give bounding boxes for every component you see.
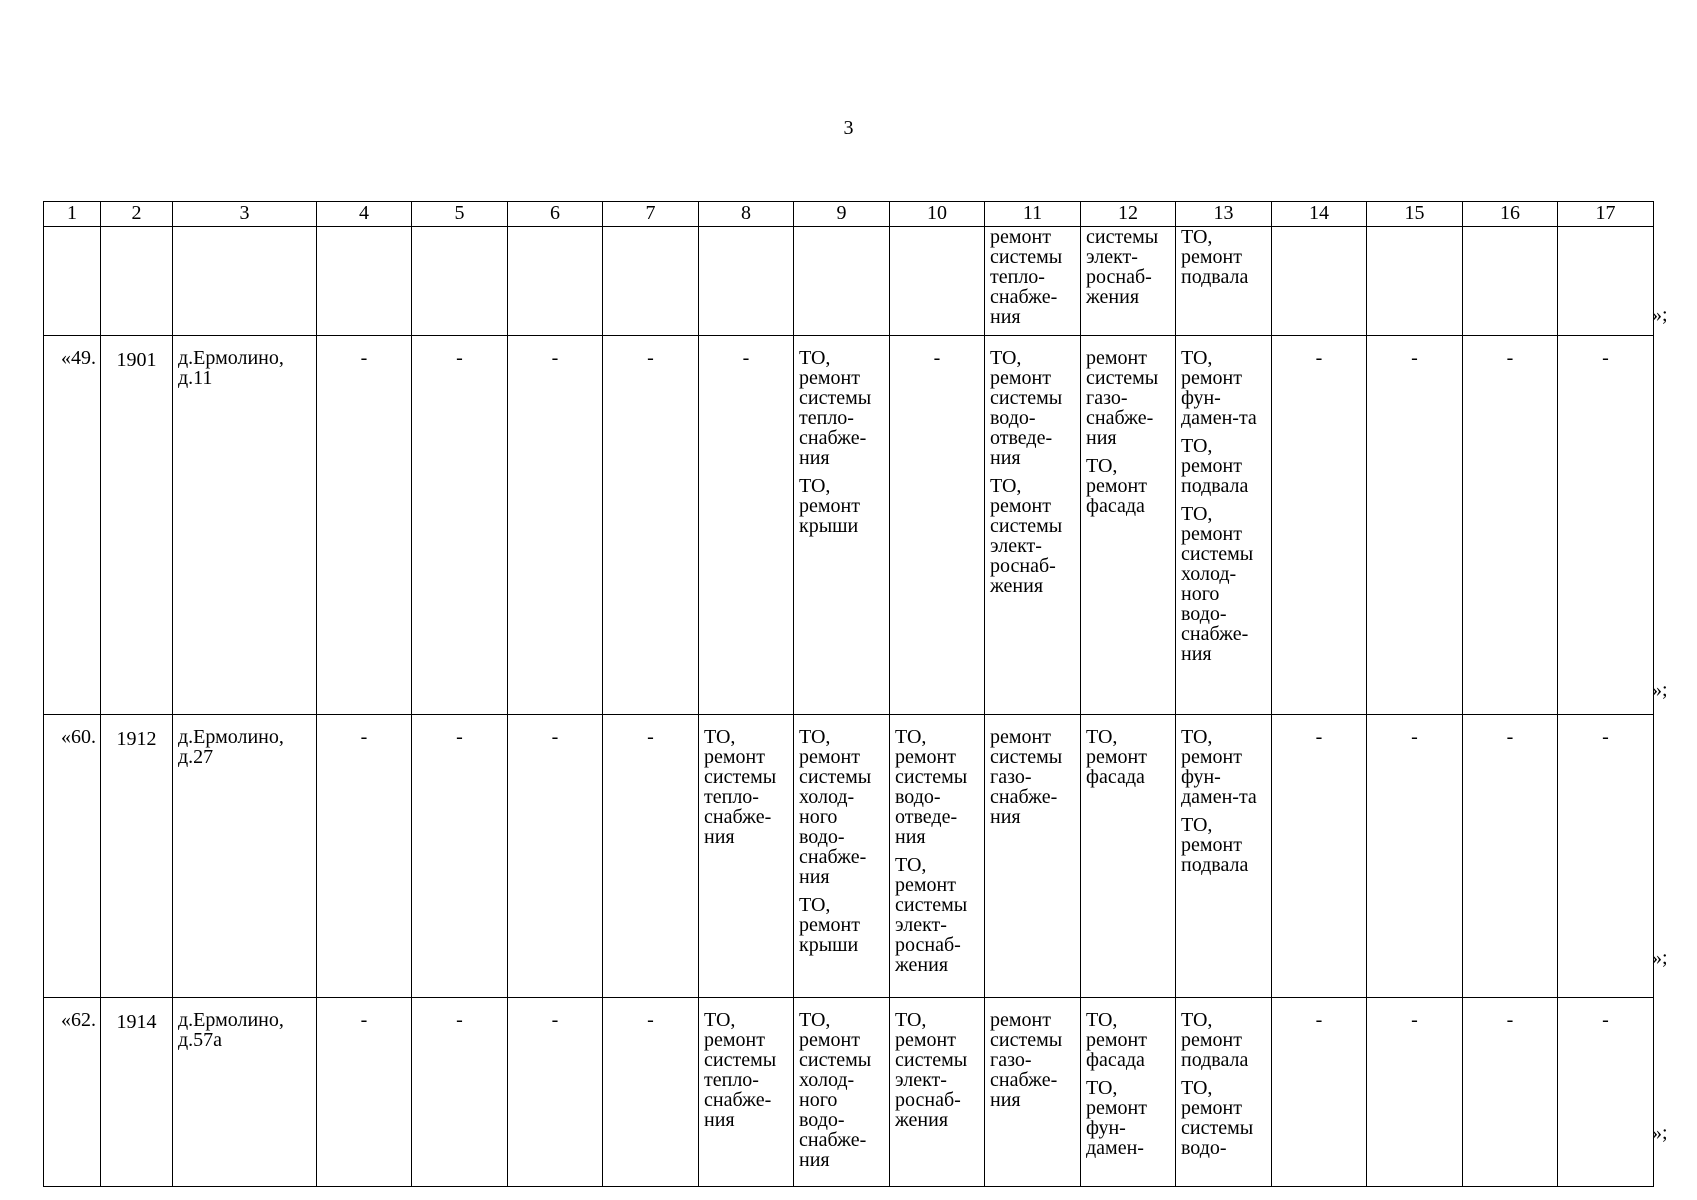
page-number: 3	[843, 117, 854, 139]
work-cell	[985, 336, 1081, 715]
value-cell: -	[1272, 715, 1367, 998]
work-cell	[1081, 998, 1176, 1187]
value-cell	[603, 227, 699, 336]
row-end-mark: »;	[1652, 304, 1668, 326]
work-cell	[1176, 998, 1272, 1187]
table-row	[44, 715, 1654, 998]
work-entry: ТО, ремонт фасада	[1086, 455, 1147, 517]
col-header: 17	[1558, 202, 1654, 227]
value-cell	[890, 227, 985, 336]
col-header: 8	[699, 202, 794, 227]
value-cell	[317, 227, 412, 336]
value-cell: -	[603, 998, 699, 1187]
work-entry: ТО, ремонт фун-дамен-та	[1181, 347, 1257, 429]
work-entry: ТО, ремонт системы водо-отведе-ния	[990, 347, 1063, 469]
col-header: 16	[1463, 202, 1558, 227]
year-cell	[101, 227, 173, 336]
value-cell: -	[508, 998, 603, 1187]
value-cell	[794, 227, 890, 336]
work-cell	[1176, 715, 1272, 998]
year-cell: 1912	[101, 715, 173, 998]
work-cell	[794, 715, 890, 998]
work-entry: ТО, ремонт системы тепло-снабже-ния	[704, 1009, 777, 1131]
value-cell	[1463, 227, 1558, 336]
row-number-cell	[44, 227, 101, 336]
work-entry: ремонт системы газо-снабже-ния	[990, 726, 1063, 828]
work-entry: ТО, ремонт подвала	[1181, 1009, 1249, 1071]
value-cell: -	[412, 998, 508, 1187]
work-cell	[794, 998, 890, 1187]
col-header: 5	[412, 202, 508, 227]
work-entry: ТО, ремонт системы тепло-снабже-ния	[704, 726, 777, 848]
value-cell	[1272, 227, 1367, 336]
value-cell	[1558, 227, 1654, 336]
year-cell: 1901	[101, 336, 173, 715]
value-cell: -	[1367, 715, 1463, 998]
value-cell: -	[508, 715, 603, 998]
row-number-cell: «49.	[44, 336, 101, 715]
work-cell	[1081, 336, 1176, 715]
col-header: 13	[1176, 202, 1272, 227]
work-entry: ремонт системы газо-снабже-ния	[1086, 347, 1159, 449]
col-header: 4	[317, 202, 412, 227]
row-end-mark: »;	[1652, 1122, 1668, 1144]
column-number-row	[44, 202, 1654, 227]
work-entry: ТО, ремонт системы водо-	[1181, 1077, 1254, 1159]
work-cell	[985, 227, 1081, 336]
address-cell: д.Ермолино, д.57а	[173, 998, 317, 1187]
row-number-cell: «60.	[44, 715, 101, 998]
value-cell: -	[1558, 998, 1654, 1187]
value-cell: -	[412, 336, 508, 715]
row-number-cell: «62.	[44, 998, 101, 1187]
work-schedule-table	[43, 201, 1654, 1187]
year-cell: 1914	[101, 998, 173, 1187]
value-cell: -	[1367, 998, 1463, 1187]
work-entry: ТО, ремонт системы элект-роснаб-жения	[895, 1009, 968, 1131]
work-cell	[985, 715, 1081, 998]
value-cell: -	[1463, 715, 1558, 998]
value-cell: -	[890, 336, 985, 715]
value-cell	[412, 227, 508, 336]
work-entry: ТО, ремонт системы холод-ного водо-снабже-ния	[1181, 503, 1254, 665]
work-entry: ТО, ремонт подвала	[1181, 814, 1249, 876]
work-entry: ТО, ремонт фун-дамен-та	[1181, 726, 1257, 808]
value-cell: -	[1558, 336, 1654, 715]
value-cell: -	[1272, 998, 1367, 1187]
col-header: 7	[603, 202, 699, 227]
table-row	[44, 998, 1654, 1187]
address-cell: д.Ермолино, д.27	[173, 715, 317, 998]
value-cell: -	[317, 998, 412, 1187]
work-entry: системы элект-роснаб-жения	[1086, 226, 1159, 308]
work-entry: ТО, ремонт фасада	[1086, 726, 1147, 788]
value-cell	[699, 227, 794, 336]
work-entry: ТО, ремонт системы водо-отведе-ния	[895, 726, 968, 848]
work-entry: ТО, ремонт системы тепло-снабже-ния	[799, 347, 872, 469]
work-entry: ТО, ремонт подвала	[1181, 435, 1249, 497]
work-entry: ТО, ремонт системы элект-роснаб-жения	[895, 854, 968, 976]
col-header: 11	[985, 202, 1081, 227]
work-entry: ТО, ремонт системы элект-роснаб-жения	[990, 475, 1063, 597]
work-cell	[1176, 336, 1272, 715]
work-entry: ТО, ремонт подвала	[1181, 226, 1249, 288]
work-cell	[890, 715, 985, 998]
col-header: 10	[890, 202, 985, 227]
col-header: 3	[173, 202, 317, 227]
work-entry: ТО, ремонт фун-дамен-	[1086, 1077, 1147, 1159]
work-entry: ТО, ремонт системы холод-ного водо-снабже-ния	[799, 726, 872, 888]
value-cell: -	[412, 715, 508, 998]
work-cell	[794, 336, 890, 715]
work-cell	[1081, 227, 1176, 336]
col-header: 9	[794, 202, 890, 227]
address-cell	[173, 227, 317, 336]
col-header: 1	[44, 202, 101, 227]
value-cell: -	[1558, 715, 1654, 998]
value-cell: -	[1367, 336, 1463, 715]
work-cell	[1176, 227, 1272, 336]
col-header: 14	[1272, 202, 1367, 227]
row-end-mark: »;	[1652, 947, 1668, 969]
col-header: 15	[1367, 202, 1463, 227]
work-entry: ТО, ремонт крыши	[799, 475, 860, 537]
value-cell: -	[1272, 336, 1367, 715]
work-entry: ТО, ремонт системы холод-ного водо-снабже-ния	[799, 1009, 872, 1171]
value-cell: -	[603, 715, 699, 998]
work-entry: ремонт системы газо-снабже-ния	[990, 1009, 1063, 1111]
value-cell: -	[317, 715, 412, 998]
work-cell	[985, 998, 1081, 1187]
work-cell	[1081, 715, 1176, 998]
value-cell: -	[603, 336, 699, 715]
value-cell: -	[508, 336, 603, 715]
col-header: 12	[1081, 202, 1176, 227]
table-row	[44, 227, 1654, 336]
col-header: 6	[508, 202, 603, 227]
value-cell: -	[317, 336, 412, 715]
value-cell: -	[699, 336, 794, 715]
work-cell	[699, 715, 794, 998]
row-end-mark: »;	[1652, 679, 1668, 701]
value-cell	[508, 227, 603, 336]
table-row	[44, 336, 1654, 715]
work-cell	[699, 998, 794, 1187]
value-cell: -	[1463, 998, 1558, 1187]
work-entry: ТО, ремонт крыши	[799, 894, 860, 956]
work-entry: ТО, ремонт фасада	[1086, 1009, 1147, 1071]
col-header: 2	[101, 202, 173, 227]
work-cell	[890, 998, 985, 1187]
work-entry: ремонт системы тепло-снабже-ния	[990, 226, 1063, 328]
address-cell: д.Ермолино, д.11	[173, 336, 317, 715]
value-cell	[1367, 227, 1463, 336]
value-cell: -	[1463, 336, 1558, 715]
